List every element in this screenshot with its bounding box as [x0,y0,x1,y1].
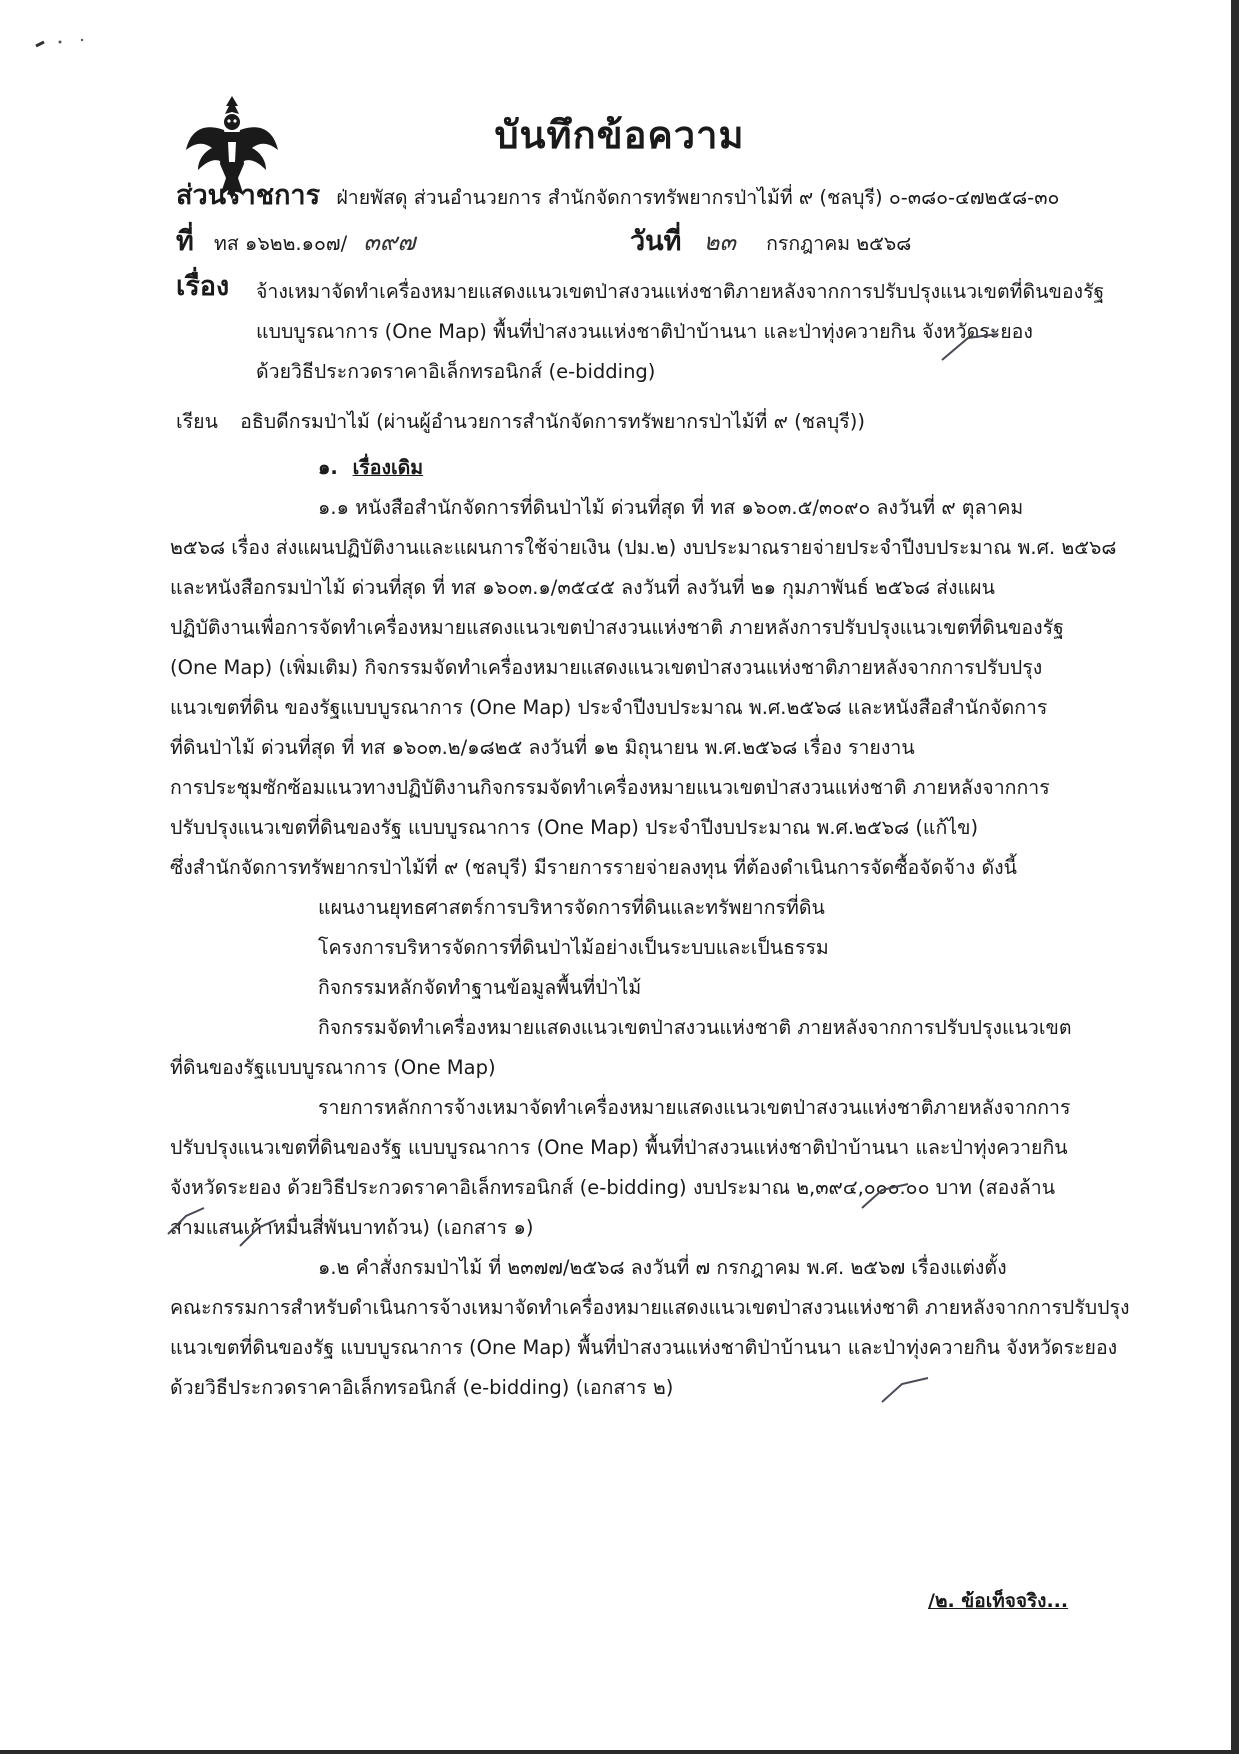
agency-row [176,182,1059,209]
section-heading-text: เรื่องเดิม [352,456,424,479]
body-line: (One Map) (เพิ่มเติม) กิจกรรมจัดทำเครื่องหมายแสดงแนวเขตป่าสงวนแห่งชาติภายหลังจากการปรับปรุง [170,656,1043,679]
date-label: วันที่ [630,226,682,257]
ref-value: ทส ๑๖๒๒.๑๐๗/ [214,232,348,255]
body-line: สามแสนเก้าหมื่นสี่พันบาทถ้วน) (เอกสาร ๑) [170,1216,534,1239]
to-value: อธิบดีกรมป่าไม้ (ผ่านผู้อำนวยการสำนักจัดการทรัพยากรป่าไม้ที่ ๙ (ชลบุรี)) [240,410,865,433]
body-line: รายการหลักการจ้างเหมาจัดทำเครื่องหมายแสดงแนวเขตป่าสงวนแห่งชาติภายหลังจากการ [318,1096,1071,1119]
ref-label: ที่ [176,226,194,257]
body-line: ซึ่งสำนักจัดการทรัพยากรป่าไม้ที่ ๙ (ชลบุรี) มีรายการรายจ่ายลงทุน ที่ต้องดำเนินการจัดซื้อจัดจ้าง ดังนี้ [170,856,1017,879]
to-label: เรียน [176,410,218,433]
body-line: ที่ดินของรัฐแบบบูรณาการ (One Map) [170,1056,496,1079]
agency-value: ฝ่ายพัสดุ ส่วนอำนวยการ สำนักจัดการทรัพยากรป่าไม้ที่ ๙ (ชลบุรี) ๐-๓๘๐-๔๗๒๕๘-๓๐ [336,186,1060,209]
pen-check-mark [880,1376,930,1406]
agency-label: ส่วนราชการ [176,180,321,211]
section-heading-number: ๑. [318,456,338,479]
body-line: แนวเขตที่ดินของรัฐ แบบบูรณาการ (One Map) พื้นที่ป่าสงวนแห่งชาติป่าบ้านนา และป่าทุ่งควายกิน จังหวัดระยอง [170,1336,1118,1359]
body-line: ๑.๒ คำสั่งกรมป่าไม้ ที่ ๒๓๗๗/๒๕๖๘ ลงวันที่ ๗ กรกฎาคม พ.ศ. ๒๕๖๗ เรื่องแต่งตั้ง [318,1256,1007,1279]
subject-line: แบบบูรณาการ (One Map) พื้นที่ป่าสงวนแห่งชาติป่าบ้านนา และป่าทุ่งควายกิน จังหวัดระยอง [256,320,1033,343]
date-handwritten-day: ๒๓ [703,228,736,256]
continuation-note: /๒. ข้อเท็จจริง... [928,1590,1069,1612]
subject-line: จ้างเหมาจัดทำเครื่องหมายแสดงแนวเขตป่าสงวนแห่งชาติภายหลังจากการปรับปรุงแนวเขตที่ดินของรัฐ [256,280,1105,303]
body-line: ปฏิบัติงานเพื่อการจัดทำเครื่องหมายแสดงแนวเขตป่าสงวนแห่งชาติ ภายหลังการปรับปรุงแนวเขตที่ดินของรัฐ [170,616,1064,639]
body-line: ๑.๑ หนังสือสำนักจัดการที่ดินป่าไม้ ด่วนที่สุด ที่ ทส ๑๖๐๓.๕/๓๐๙๐ ลงวันที่ ๙ ตุลาคม [318,496,1024,519]
body-line: ด้วยวิธีประกวดราคาอิเล็กทรอนิกส์ (e-bidding) (เอกสาร ๒) [170,1376,674,1399]
body-line: ปรับปรุงแนวเขตที่ดินของรัฐ แบบบูรณาการ (One Map) พื้นที่ป่าสงวนแห่งชาติป่าบ้านนา และป่าทุ่งควายกิน [170,1136,1068,1159]
scan-edge-bottom [0,1750,1239,1754]
body-line: แนวเขตที่ดิน ของรัฐแบบบูรณาการ (One Map) ประจำปีงบประมาณ พ.ศ.๒๕๖๘ และหนังสือสำนักจัดการ [170,696,1048,719]
to-row [176,412,865,432]
subject-label: เรื่อง [176,271,230,302]
body-line: ที่ดินป่าไม้ ด่วนที่สุด ที่ ทส ๑๖๐๓.๒/๑๘๒๕ ลงวันที่ ๑๒ มิถุนายน พ.ศ.๒๕๖๘ เรื่อง รายงาน [170,736,915,759]
body-line: และหนังสือกรมป่าไม้ ด่วนที่สุด ที่ ทส ๑๖๐๓.๑/๓๕๔๕ ลงวันที่ ลงวันที่ ๒๑ กุมภาพันธ์ ๒๕๖๘ ส่งแผน [170,576,995,599]
section-heading [318,458,423,478]
body-line: กิจกรรมจัดทำเครื่องหมายแสดงแนวเขตป่าสงวนแห่งชาติ ภายหลังจากการปรับปรุงแนวเขต [318,1016,1072,1039]
body-line: คณะกรรมการสำหรับดำเนินการจ้างเหมาจัดทำเครื่องหมายแสดงแนวเขตป่าสงวนแห่งชาติ ภายหลังจากการปรับปรุง [170,1296,1130,1319]
body-line: การประชุมซักซ้อมแนวทางปฏิบัติงานกิจกรรมจัดทำเครื่องหมายแนวเขตป่าสงวนแห่งชาติ ภายหลังจากการ [170,776,1050,799]
body-line: แผนงานยุทธศาสตร์การบริหารจัดการที่ดินและทรัพยากรที่ดิน [318,896,825,919]
pen-check-mark [940,332,1000,362]
date-row [630,228,911,255]
subject-line: ด้วยวิธีประกวดราคาอิเล็กทรอนิกส์ (e-bidding) [256,360,656,383]
memo-title: บันทึกข้อความ [494,113,745,157]
scan-speck [34,34,94,54]
pen-check-mark [860,1182,910,1212]
subject-row [176,273,229,300]
pen-check-mark [166,1206,206,1236]
scan-edge-right [1231,0,1239,1754]
pen-check-mark [238,1218,278,1248]
ref-handwritten-number: ๓๙๗ [363,228,416,256]
body-line: ๒๕๖๘ เรื่อง ส่งแผนปฏิบัติงานและแผนการใช้จ่ายเงิน (ปม.๒) งบประมาณรายจ่ายประจำปีงบประมาณ พ.ศ. ๒๕๖๘ [170,536,1117,559]
body-line: โครงการบริหารจัดการที่ดินป่าไม้อย่างเป็นระบบและเป็นธรรม [318,936,829,959]
body-line: จังหวัดระยอง ด้วยวิธีประกวดราคาอิเล็กทรอนิกส์ (e-bidding) งบประมาณ ๒,๓๙๔,๐๐๐.๐๐ บาท (สองล้าน [170,1176,1056,1199]
ref-row [176,228,415,255]
body-line: ปรับปรุงแนวเขตที่ดินของรัฐ แบบบูรณาการ (One Map) ประจำปีงบประมาณ พ.ศ.๒๕๖๘ (แก้ไข) [170,816,979,839]
date-value: กรกฎาคม ๒๕๖๘ [766,232,912,255]
body-line: กิจกรรมหลักจัดทำฐานข้อมูลพื้นที่ป่าไม้ [318,976,642,999]
